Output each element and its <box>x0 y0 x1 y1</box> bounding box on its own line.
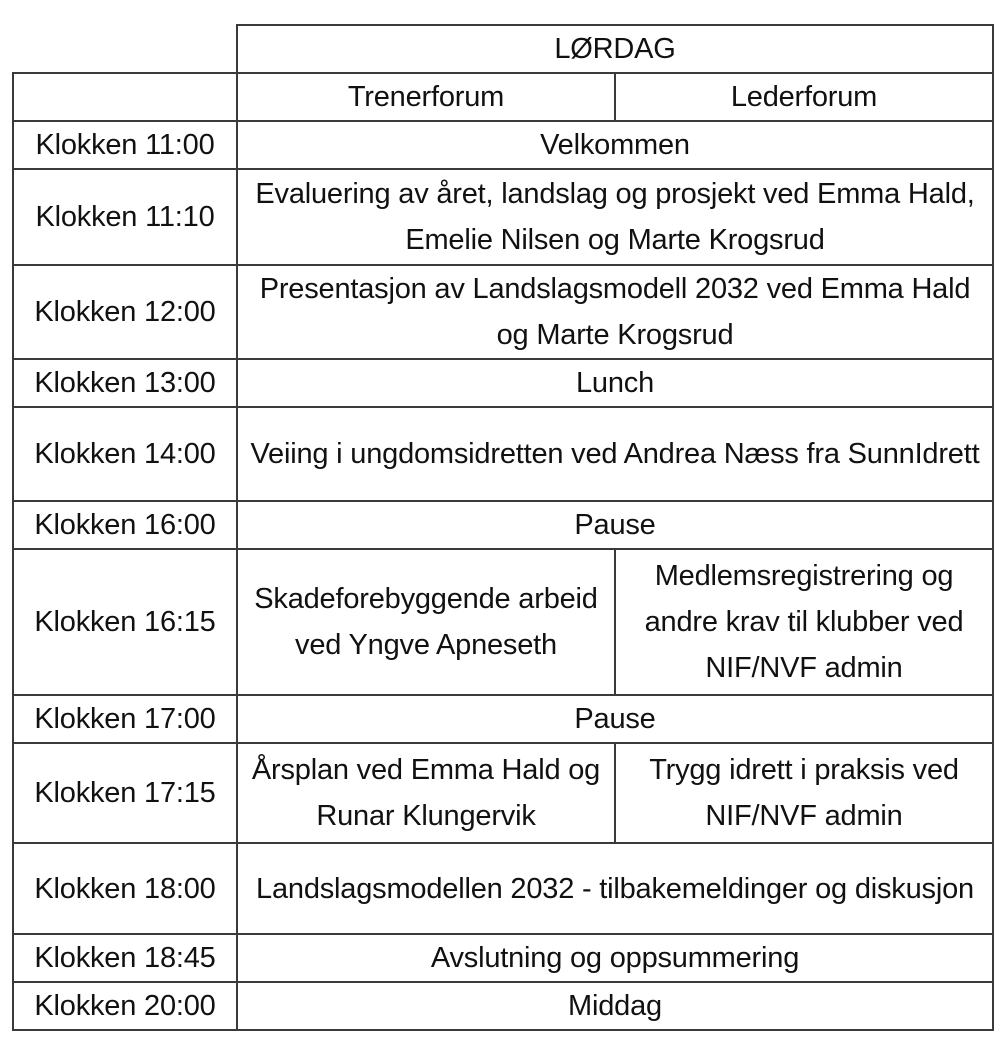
session-cell: Lunch <box>237 359 993 407</box>
time-header-empty <box>13 73 237 121</box>
schedule-row <box>13 549 993 695</box>
time-cell: Klokken 17:00 <box>13 695 237 743</box>
time-cell: Klokken 20:00 <box>13 982 237 1030</box>
session-cell-lederforum: Medlemsregistrering og andre krav til klubber ved NIF/NVF admin <box>615 549 993 695</box>
time-cell: Klokken 16:15 <box>13 549 237 695</box>
session-cell: Presentasjon av Landslagsmodell 2032 ved Emma Hald og Marte Krogsrud <box>237 265 993 359</box>
schedule-row <box>13 407 993 501</box>
day-header: LØRDAG <box>237 25 993 73</box>
time-cell: Klokken 14:00 <box>13 407 237 501</box>
time-cell: Klokken 12:00 <box>13 265 237 359</box>
session-cell: Pause <box>237 695 993 743</box>
schedule-row <box>13 934 993 982</box>
schedule-table <box>12 24 994 1031</box>
session-cell: Veiing i ungdomsidretten ved Andrea Næss fra SunnIdrett <box>237 407 993 501</box>
day-header-row <box>13 25 993 73</box>
session-cell-trenerforum: Skadeforebyggende arbeid ved Yngve Apneseth <box>237 549 615 695</box>
time-cell: Klokken 11:10 <box>13 169 237 265</box>
session-cell: Avslutning og oppsummering <box>237 934 993 982</box>
schedule-row <box>13 169 993 265</box>
session-cell: Pause <box>237 501 993 549</box>
schedule-row <box>13 265 993 359</box>
session-cell: Landslagsmodellen 2032 - tilbakemeldinger og diskusjon <box>237 843 993 934</box>
time-cell: Klokken 17:15 <box>13 743 237 843</box>
corner-empty-cell <box>13 25 237 73</box>
schedule-row <box>13 695 993 743</box>
schedule-row <box>13 501 993 549</box>
time-cell: Klokken 16:00 <box>13 501 237 549</box>
time-cell: Klokken 13:00 <box>13 359 237 407</box>
session-cell-trenerforum: Årsplan ved Emma Hald og Runar Klungervik <box>237 743 615 843</box>
schedule-row <box>13 843 993 934</box>
time-cell: Klokken 18:00 <box>13 843 237 934</box>
schedule-row <box>13 359 993 407</box>
schedule-row <box>13 743 993 843</box>
session-cell: Velkommen <box>237 121 993 169</box>
column-header-trenerforum: Trenerforum <box>237 73 615 121</box>
session-cell: Middag <box>237 982 993 1030</box>
time-cell: Klokken 11:00 <box>13 121 237 169</box>
session-cell: Evaluering av året, landslag og prosjekt ved Emma Hald, Emelie Nilsen og Marte Krogsrud <box>237 169 993 265</box>
column-header-lederforum: Lederforum <box>615 73 993 121</box>
session-cell-lederforum: Trygg idrett i praksis ved NIF/NVF admin <box>615 743 993 843</box>
time-cell: Klokken 18:45 <box>13 934 237 982</box>
schedule-row <box>13 982 993 1030</box>
forum-header-row <box>13 73 993 121</box>
schedule-row <box>13 121 993 169</box>
